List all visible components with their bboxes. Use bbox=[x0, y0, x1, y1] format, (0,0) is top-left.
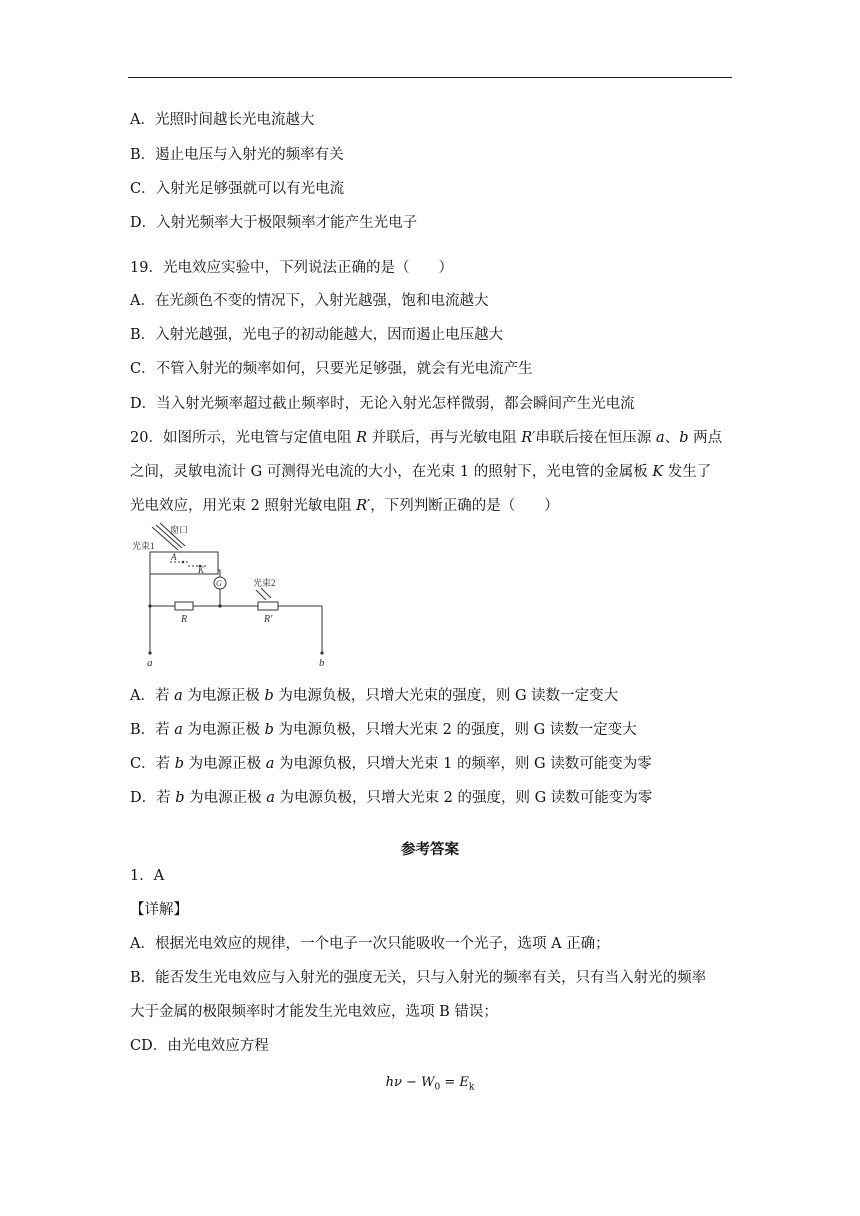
label-rp: R′ bbox=[264, 614, 273, 625]
q20-option-d: D．若 b 为电源正极 a 为电源负极，只增大光束 2 的强度，则 G 读数可能变为零 bbox=[130, 790, 653, 806]
answers-heading: 参考答案 bbox=[401, 841, 459, 858]
detail-b-line2: 大于金属的极限频率时才能发生光电效应，选项 B 错误； bbox=[130, 1004, 498, 1020]
q20-stem-line2: 之间，灵敏电流计 G 可测得光电流的大小，在光束 1 的照射下，光电管的金属板 K 发生了 bbox=[130, 464, 712, 480]
q18-option-a: A．光照时间越长光电流越大 bbox=[130, 112, 315, 128]
q18-option-c: C．入射光足够强就可以有光电流 bbox=[130, 181, 345, 197]
circuit-diagram bbox=[130, 522, 340, 672]
label-k-electrode: K bbox=[198, 565, 205, 575]
q20-option-c: C．若 b 为电源正极 a 为电源负极，只增大光束 1 的频率，则 G 读数可能变为零 bbox=[130, 756, 652, 772]
q19-option-c: C．不管入射光的频率如何，只要光足够强，就会有光电流产生 bbox=[130, 361, 533, 377]
label-r: R bbox=[181, 614, 188, 625]
q20-option-b: B．若 a 为电源正极 b 为电源负极，只增大光束 2 的强度，则 G 读数一定变大 bbox=[130, 722, 637, 738]
resistor-r bbox=[175, 602, 193, 610]
label-a: a bbox=[147, 657, 153, 669]
q18-option-d: D．入射光频率大于极限频率才能产生光电子 bbox=[130, 215, 418, 231]
q19-option-a: A．在光颜色不变的情况下，入射光越强，饱和电流越大 bbox=[130, 293, 489, 309]
q20-option-a: A．若 a 为电源正极 b 为电源负极，只增大光束的强度，则 G 读数一定变大 bbox=[130, 688, 619, 704]
detail-label: 【详解】 bbox=[130, 902, 188, 918]
detail-a: A．根据光电效应的规律，一个电子一次只能吸收一个光子，选项 A 正确； bbox=[130, 936, 610, 952]
label-beam2: 光束2 bbox=[253, 578, 276, 588]
label-g: G bbox=[216, 579, 222, 588]
detail-b-line1: B．能否发生光电效应与入射光的强度无关，只与入射光的频率有关，只有当入射光的频率 bbox=[130, 970, 707, 986]
q19-stem: 19．光电效应实验中，下列说法正确的是（ ） bbox=[130, 260, 453, 276]
terminal-a bbox=[148, 651, 151, 654]
photocell-box bbox=[150, 552, 218, 574]
q19-option-d: D．当入射光频率超过截止频率时，无论入射光怎样微弱，都会瞬间产生光电流 bbox=[130, 396, 635, 412]
q18-option-b: B．遏止电压与入射光的频率有关 bbox=[130, 147, 344, 163]
label-b: b bbox=[319, 657, 325, 669]
q20-stem-line1: 20．如图所示，光电管与定值电阻 R 并联后，再与光敏电阻 R′串联后接在恒压源 a、b 两点 bbox=[130, 430, 723, 446]
label-window: 窗口 bbox=[170, 525, 189, 535]
photoresistor-rp bbox=[258, 602, 278, 610]
label-a-electrode: A bbox=[171, 552, 177, 562]
header-rule bbox=[128, 77, 732, 78]
answer-1: 1．A bbox=[130, 868, 165, 884]
label-beam1: 光束1 bbox=[132, 541, 155, 551]
terminal-b bbox=[320, 651, 323, 654]
photoelectric-equation: $h\nu - W_0 = E_k$ bbox=[385, 1075, 475, 1093]
detail-cd: CD．由光电效应方程 bbox=[130, 1038, 269, 1054]
q19-option-b: B．入射光越强，光电子的初动能越大，因而遏止电压越大 bbox=[130, 327, 504, 343]
q20-stem-line3: 光电效应，用光束 2 照射光敏电阻 R′，下列判断正确的是（ ） bbox=[130, 498, 559, 514]
